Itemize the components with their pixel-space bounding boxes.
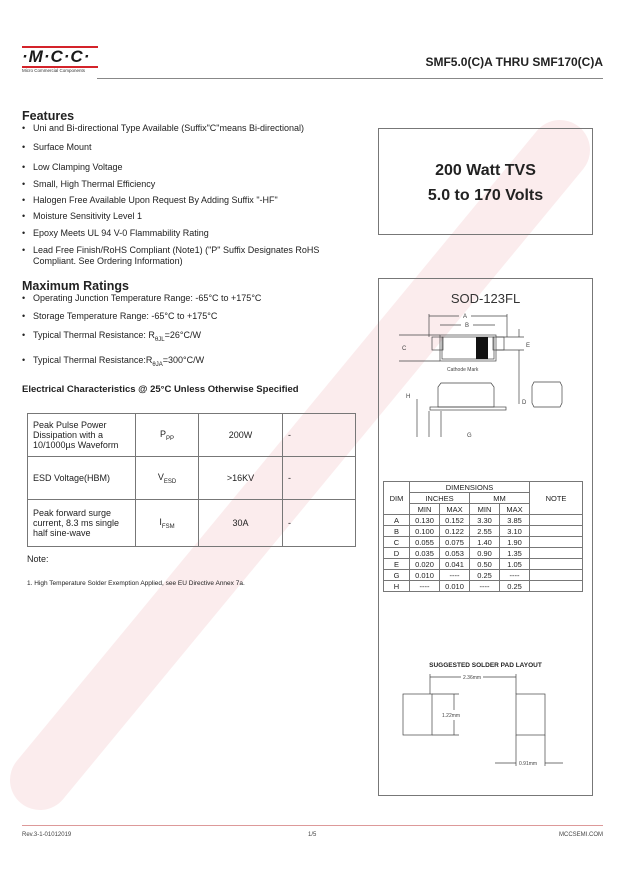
dimension-row xyxy=(384,581,583,592)
note-cell: - xyxy=(283,500,356,547)
thermal-sub: θJA xyxy=(152,361,163,368)
param-cell: Peak forward surge current, 8.3 ms single half sine-wave xyxy=(28,500,136,547)
dimension-cell xyxy=(530,559,583,570)
rating-item xyxy=(22,330,372,346)
param-cell: Peak Pulse Power Dissipation with a 10/1000µs Waveform xyxy=(28,414,136,457)
rating-item xyxy=(22,355,372,371)
footnote: 1. High Temperature Solder Exemption Applied, see EU Directive Annex 7a. xyxy=(27,580,245,587)
dimension-cell: 1.40 xyxy=(470,537,500,548)
footer-website: MCCSEMI.COM xyxy=(559,832,603,838)
dimension-cell: ---- xyxy=(440,570,470,581)
dimension-header-row xyxy=(384,482,583,493)
dimension-cell xyxy=(530,515,583,526)
dimension-cell: 0.130 xyxy=(410,515,440,526)
dimension-cell: 0.010 xyxy=(410,570,440,581)
dimension-cell: 1.35 xyxy=(500,548,530,559)
footer-revision: Rev.3-1-01012019 xyxy=(22,832,72,838)
dimension-cell: 0.010 xyxy=(440,581,470,592)
electrical-table xyxy=(27,413,356,547)
note-label: Note: xyxy=(27,554,49,564)
inches-header: INCHES xyxy=(410,493,470,504)
symbol-sub: FSM xyxy=(161,523,175,530)
max-ratings-section xyxy=(22,279,372,371)
dimension-cell: 0.041 xyxy=(440,559,470,570)
dimension-row xyxy=(384,548,583,559)
thermal-label: Typical Thermal Resistance:R xyxy=(33,354,153,365)
dimension-cell: 0.035 xyxy=(410,548,440,559)
thermal-sub: θJL xyxy=(154,336,165,343)
dimension-cell: 0.25 xyxy=(500,581,530,592)
dimensions-title: DIMENSIONS xyxy=(410,482,530,493)
pad-width-label: 2.36mm xyxy=(463,675,482,681)
symbol-cell xyxy=(136,500,199,547)
header-divider xyxy=(97,78,603,79)
dimension-cell: H xyxy=(384,581,410,592)
rating-item: • Storage Temperature Range: -65°C to +175°C xyxy=(22,311,372,322)
solder-pad-drawing xyxy=(379,674,592,794)
dimension-cell: 3.85 xyxy=(500,515,530,526)
param-cell: ESD Voltage(HBM) xyxy=(28,457,136,500)
pad-size-label: 0.91mm xyxy=(519,761,538,767)
feature-item: • Halogen Free Available Upon Request By Adding Suffix "-HF" xyxy=(22,195,372,206)
dim-header: DIM xyxy=(384,482,410,515)
features-list xyxy=(22,123,372,267)
symbol-cell xyxy=(136,457,199,500)
symbol: I xyxy=(159,516,162,527)
dimension-cell: 3.30 xyxy=(470,515,500,526)
value-cell: 200W xyxy=(199,414,283,457)
dimension-cell: ---- xyxy=(410,581,440,592)
mm-header: MM xyxy=(470,493,530,504)
dimension-cell: G xyxy=(384,570,410,581)
dimension-cell xyxy=(530,581,583,592)
dim-label-g: G xyxy=(467,433,472,439)
dimension-cell xyxy=(530,537,583,548)
value-cell: >16KV xyxy=(199,457,283,500)
package-outline-drawing xyxy=(379,309,592,469)
symbol-sub: ESD xyxy=(163,478,177,485)
thermal-value: =300°C/W xyxy=(162,354,205,365)
dimension-cell: 0.020 xyxy=(410,559,440,570)
symbol-sub: PP xyxy=(166,435,175,442)
dimension-cell: 0.90 xyxy=(470,548,500,559)
electrical-heading: Electrical Characteristics @ 25°C Unless Otherwise Specified xyxy=(22,384,299,395)
symbol: P xyxy=(159,428,166,439)
dim-label-e: E xyxy=(526,343,531,349)
feature-item: • Uni and Bi-directional Type Available (Suffix"C"means Bi-directional) xyxy=(22,123,372,134)
dimension-cell: D xyxy=(384,548,410,559)
solder-pad-title: SUGGESTED SOLDER PAD LAYOUT xyxy=(429,662,542,669)
symbol-cell xyxy=(136,414,199,457)
cathode-mark-label: Cathode Mark xyxy=(447,367,479,373)
dimension-cell: 0.053 xyxy=(440,548,470,559)
dimension-cell: 1.05 xyxy=(500,559,530,570)
pad-height-label: 1.22mm xyxy=(442,713,461,719)
feature-item: • Moisture Sensitivity Level 1 xyxy=(22,211,372,222)
package-name: SOD-123FL xyxy=(450,291,521,306)
dimension-cell: 0.075 xyxy=(440,537,470,548)
symbol: V xyxy=(157,471,164,482)
min-header: MIN xyxy=(410,504,440,515)
dimension-cell xyxy=(530,570,583,581)
dim-label-c: C xyxy=(402,346,407,352)
dim-label-b: B xyxy=(464,323,470,329)
note-cell: - xyxy=(283,414,356,457)
dimension-row xyxy=(384,515,583,526)
table-row xyxy=(28,414,356,457)
dimension-cell: 2.55 xyxy=(470,526,500,537)
max-ratings-heading: Maximum Ratings xyxy=(22,279,129,293)
dimension-cell: B xyxy=(384,526,410,537)
logo-text: ·M·C·C· xyxy=(22,47,91,66)
dimension-cell: 0.100 xyxy=(410,526,440,537)
dimension-cell xyxy=(530,526,583,537)
table-row xyxy=(28,457,356,500)
dimension-row xyxy=(384,537,583,548)
feature-item: • Epoxy Meets UL 94 V-0 Flammability Rating xyxy=(22,228,372,239)
dimension-row xyxy=(384,570,583,581)
summary-box xyxy=(378,128,593,235)
dimension-cell: 0.25 xyxy=(470,570,500,581)
feature-item: • Small, High Thermal Efficiency xyxy=(22,179,372,190)
features-heading: Features xyxy=(22,109,75,123)
features-section xyxy=(22,109,372,267)
dimension-cell: 0.122 xyxy=(440,526,470,537)
dimension-cell xyxy=(530,548,583,559)
logo-subtitle: Micro Commercial Components xyxy=(22,68,86,73)
feature-item: • Low Clamping Voltage xyxy=(22,162,372,173)
value-cell: 30A xyxy=(199,500,283,547)
dimension-cell: E xyxy=(384,559,410,570)
dimension-cell: 3.10 xyxy=(500,526,530,537)
dim-label-h: H xyxy=(406,394,411,400)
mcc-logo xyxy=(22,46,98,73)
max-header: MAX xyxy=(440,504,470,515)
dim-label-d: D xyxy=(522,400,527,406)
footer-page-number: 1/5 xyxy=(308,832,317,838)
dimension-cell: 0.055 xyxy=(410,537,440,548)
dimension-cell: ---- xyxy=(500,570,530,581)
thermal-label: Typical Thermal Resistance: R xyxy=(33,330,155,340)
table-row xyxy=(28,500,356,547)
dimension-cell: ---- xyxy=(470,581,500,592)
rating-item: • Operating Junction Temperature Range: -65°C to +175°C xyxy=(22,293,372,304)
feature-item: • Surface Mount xyxy=(22,142,372,153)
feature-item: • Lead Free Finish/RoHS Compliant (Note1) ("P" Suffix Designates RoHS Compliant. See Ordering Information) xyxy=(22,245,342,267)
min-header: MIN xyxy=(470,504,500,515)
document-title: SMF5.0(C)A THRU SMF170(C)A xyxy=(425,55,603,69)
dim-label-a: A xyxy=(462,314,468,320)
note-header: NOTE xyxy=(530,482,583,515)
footer-divider xyxy=(22,825,603,826)
dimension-cell: 1.90 xyxy=(500,537,530,548)
dimensions-table xyxy=(383,481,583,592)
max-header: MAX xyxy=(500,504,530,515)
dimension-cell: 0.50 xyxy=(470,559,500,570)
ratings-list xyxy=(22,293,372,371)
dimension-cell: A xyxy=(384,515,410,526)
thermal-value: =26°C/W xyxy=(164,330,201,340)
dimension-cell: C xyxy=(384,537,410,548)
dimension-row xyxy=(384,559,583,570)
dimension-cell: 0.152 xyxy=(440,515,470,526)
package-box xyxy=(378,278,593,796)
note-cell: - xyxy=(283,457,356,500)
dimension-row xyxy=(384,526,583,537)
summary-voltage: 5.0 to 170 Volts xyxy=(427,187,544,204)
summary-power: 200 Watt TVS xyxy=(435,162,536,179)
